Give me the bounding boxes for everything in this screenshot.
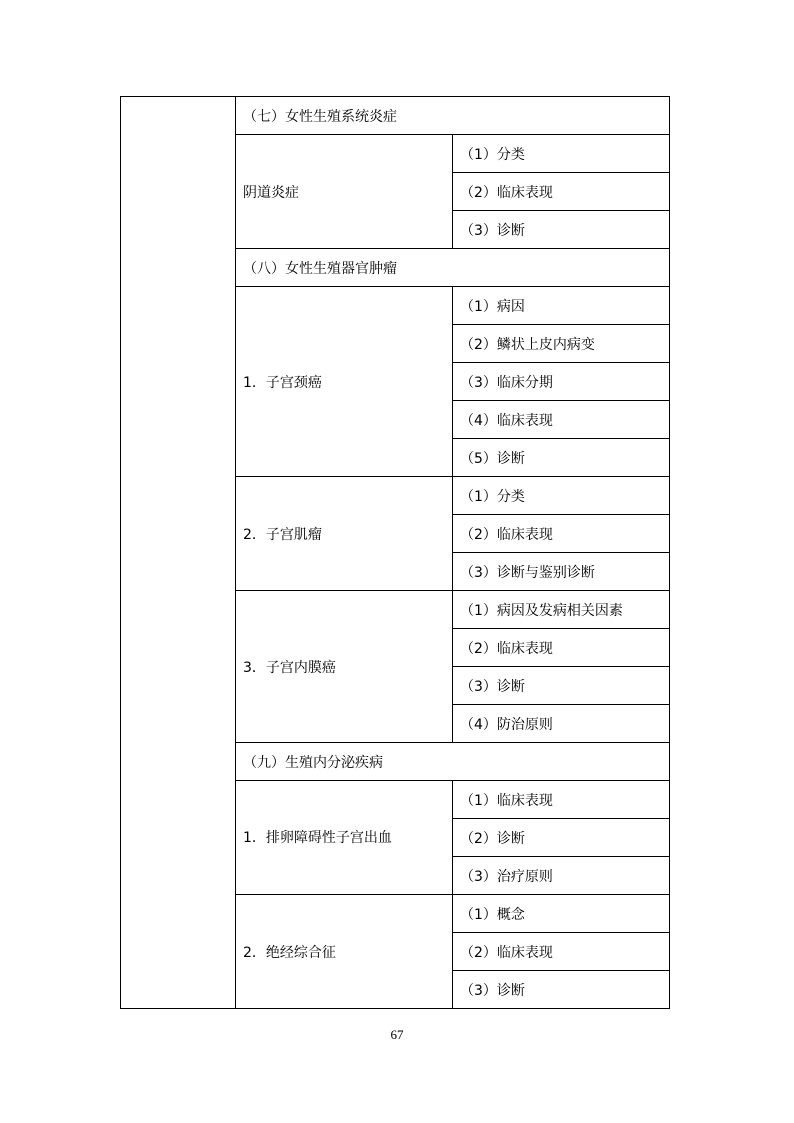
section-title: （九）生殖内分泌疾病 xyxy=(236,743,670,781)
list-item: （3）治疗原则 xyxy=(453,857,670,895)
list-item: （2）鳞状上皮内病变 xyxy=(453,325,670,363)
list-item: （3）诊断与鉴别诊断 xyxy=(453,553,670,591)
list-item: （3）诊断 xyxy=(453,667,670,705)
list-item: （3）诊断 xyxy=(453,971,670,1009)
list-item: （2）临床表现 xyxy=(453,515,670,553)
list-item: （3）诊断 xyxy=(453,211,670,249)
list-item: （2）临床表现 xyxy=(453,629,670,667)
list-item: （2）临床表现 xyxy=(453,933,670,971)
group-name: 1．子宫颈癌 xyxy=(236,287,453,477)
list-item: （2）临床表现 xyxy=(453,173,670,211)
list-item: （1）病因 xyxy=(453,287,670,325)
group-name: 2．绝经综合征 xyxy=(236,895,453,1009)
group-name: 1．排卵障碍性子宫出血 xyxy=(236,781,453,895)
blank-column-cell xyxy=(121,97,236,1009)
list-item: （1）临床表现 xyxy=(453,781,670,819)
list-item: （1）分类 xyxy=(453,477,670,515)
group-name: 3．子宫内膜癌 xyxy=(236,591,453,743)
list-item: （4）防治原则 xyxy=(453,705,670,743)
list-item: （5）诊断 xyxy=(453,439,670,477)
section-title: （八）女性生殖器官肿瘤 xyxy=(236,249,670,287)
page-number: 67 xyxy=(390,1027,404,1042)
list-item: （2）诊断 xyxy=(453,819,670,857)
list-item: （1）分类 xyxy=(453,135,670,173)
list-item: （4）临床表现 xyxy=(453,401,670,439)
list-item: （1）病因及发病相关因素 xyxy=(453,591,670,629)
list-item: （3）临床分期 xyxy=(453,363,670,401)
outline-table xyxy=(120,96,670,1009)
group-name: 2．子宫肌瘤 xyxy=(236,477,453,591)
list-item: （1）概念 xyxy=(453,895,670,933)
section-title: （七）女性生殖系统炎症 xyxy=(236,97,670,135)
group-name: 阴道炎症 xyxy=(236,135,453,249)
section-row xyxy=(121,97,670,135)
